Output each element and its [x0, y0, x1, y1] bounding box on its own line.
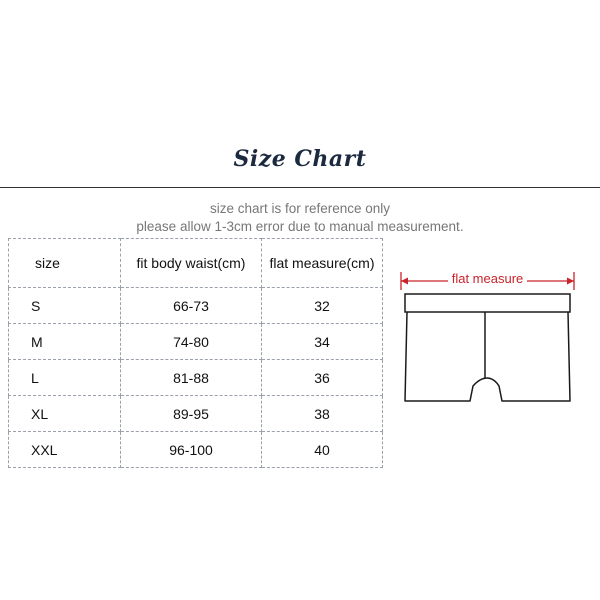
flat-measure-label: flat measure — [448, 271, 528, 286]
waist-cell: 66-73 — [121, 288, 262, 324]
flat-measure-cell: 40 — [262, 432, 383, 468]
column-header-size: size — [9, 239, 121, 288]
table-row — [9, 360, 383, 396]
flat-measure-cell: 32 — [262, 288, 383, 324]
title-divider — [0, 187, 600, 188]
size-cell: XL — [9, 396, 121, 432]
size-table — [8, 238, 383, 468]
size-cell: XXL — [9, 432, 121, 468]
flat-measure-cell: 38 — [262, 396, 383, 432]
size-cell: S — [9, 288, 121, 324]
reference-note: size chart is for reference only — [209, 201, 391, 216]
shorts-body-outline — [405, 312, 570, 401]
waist-cell: 74-80 — [121, 324, 262, 360]
waistband-outline — [405, 294, 570, 312]
table-row — [9, 288, 383, 324]
column-header-waist: fit body waist(cm) — [121, 239, 262, 288]
garment-diagram — [395, 262, 580, 412]
size-chart-title: Size Chart — [233, 146, 367, 172]
flat-measure-cell: 36 — [262, 360, 383, 396]
table-row — [9, 432, 383, 468]
table-row — [9, 396, 383, 432]
column-header-flat-measure: flat measure(cm) — [262, 239, 383, 288]
table-header-row — [9, 239, 383, 288]
waist-cell: 96-100 — [121, 432, 262, 468]
error-note: please allow 1-3cm error due to manual measurement. — [136, 219, 464, 234]
waist-cell: 81-88 — [121, 360, 262, 396]
table-row — [9, 324, 383, 360]
waist-cell: 89-95 — [121, 396, 262, 432]
size-cell: M — [9, 324, 121, 360]
size-cell: L — [9, 360, 121, 396]
flat-measure-cell: 34 — [262, 324, 383, 360]
